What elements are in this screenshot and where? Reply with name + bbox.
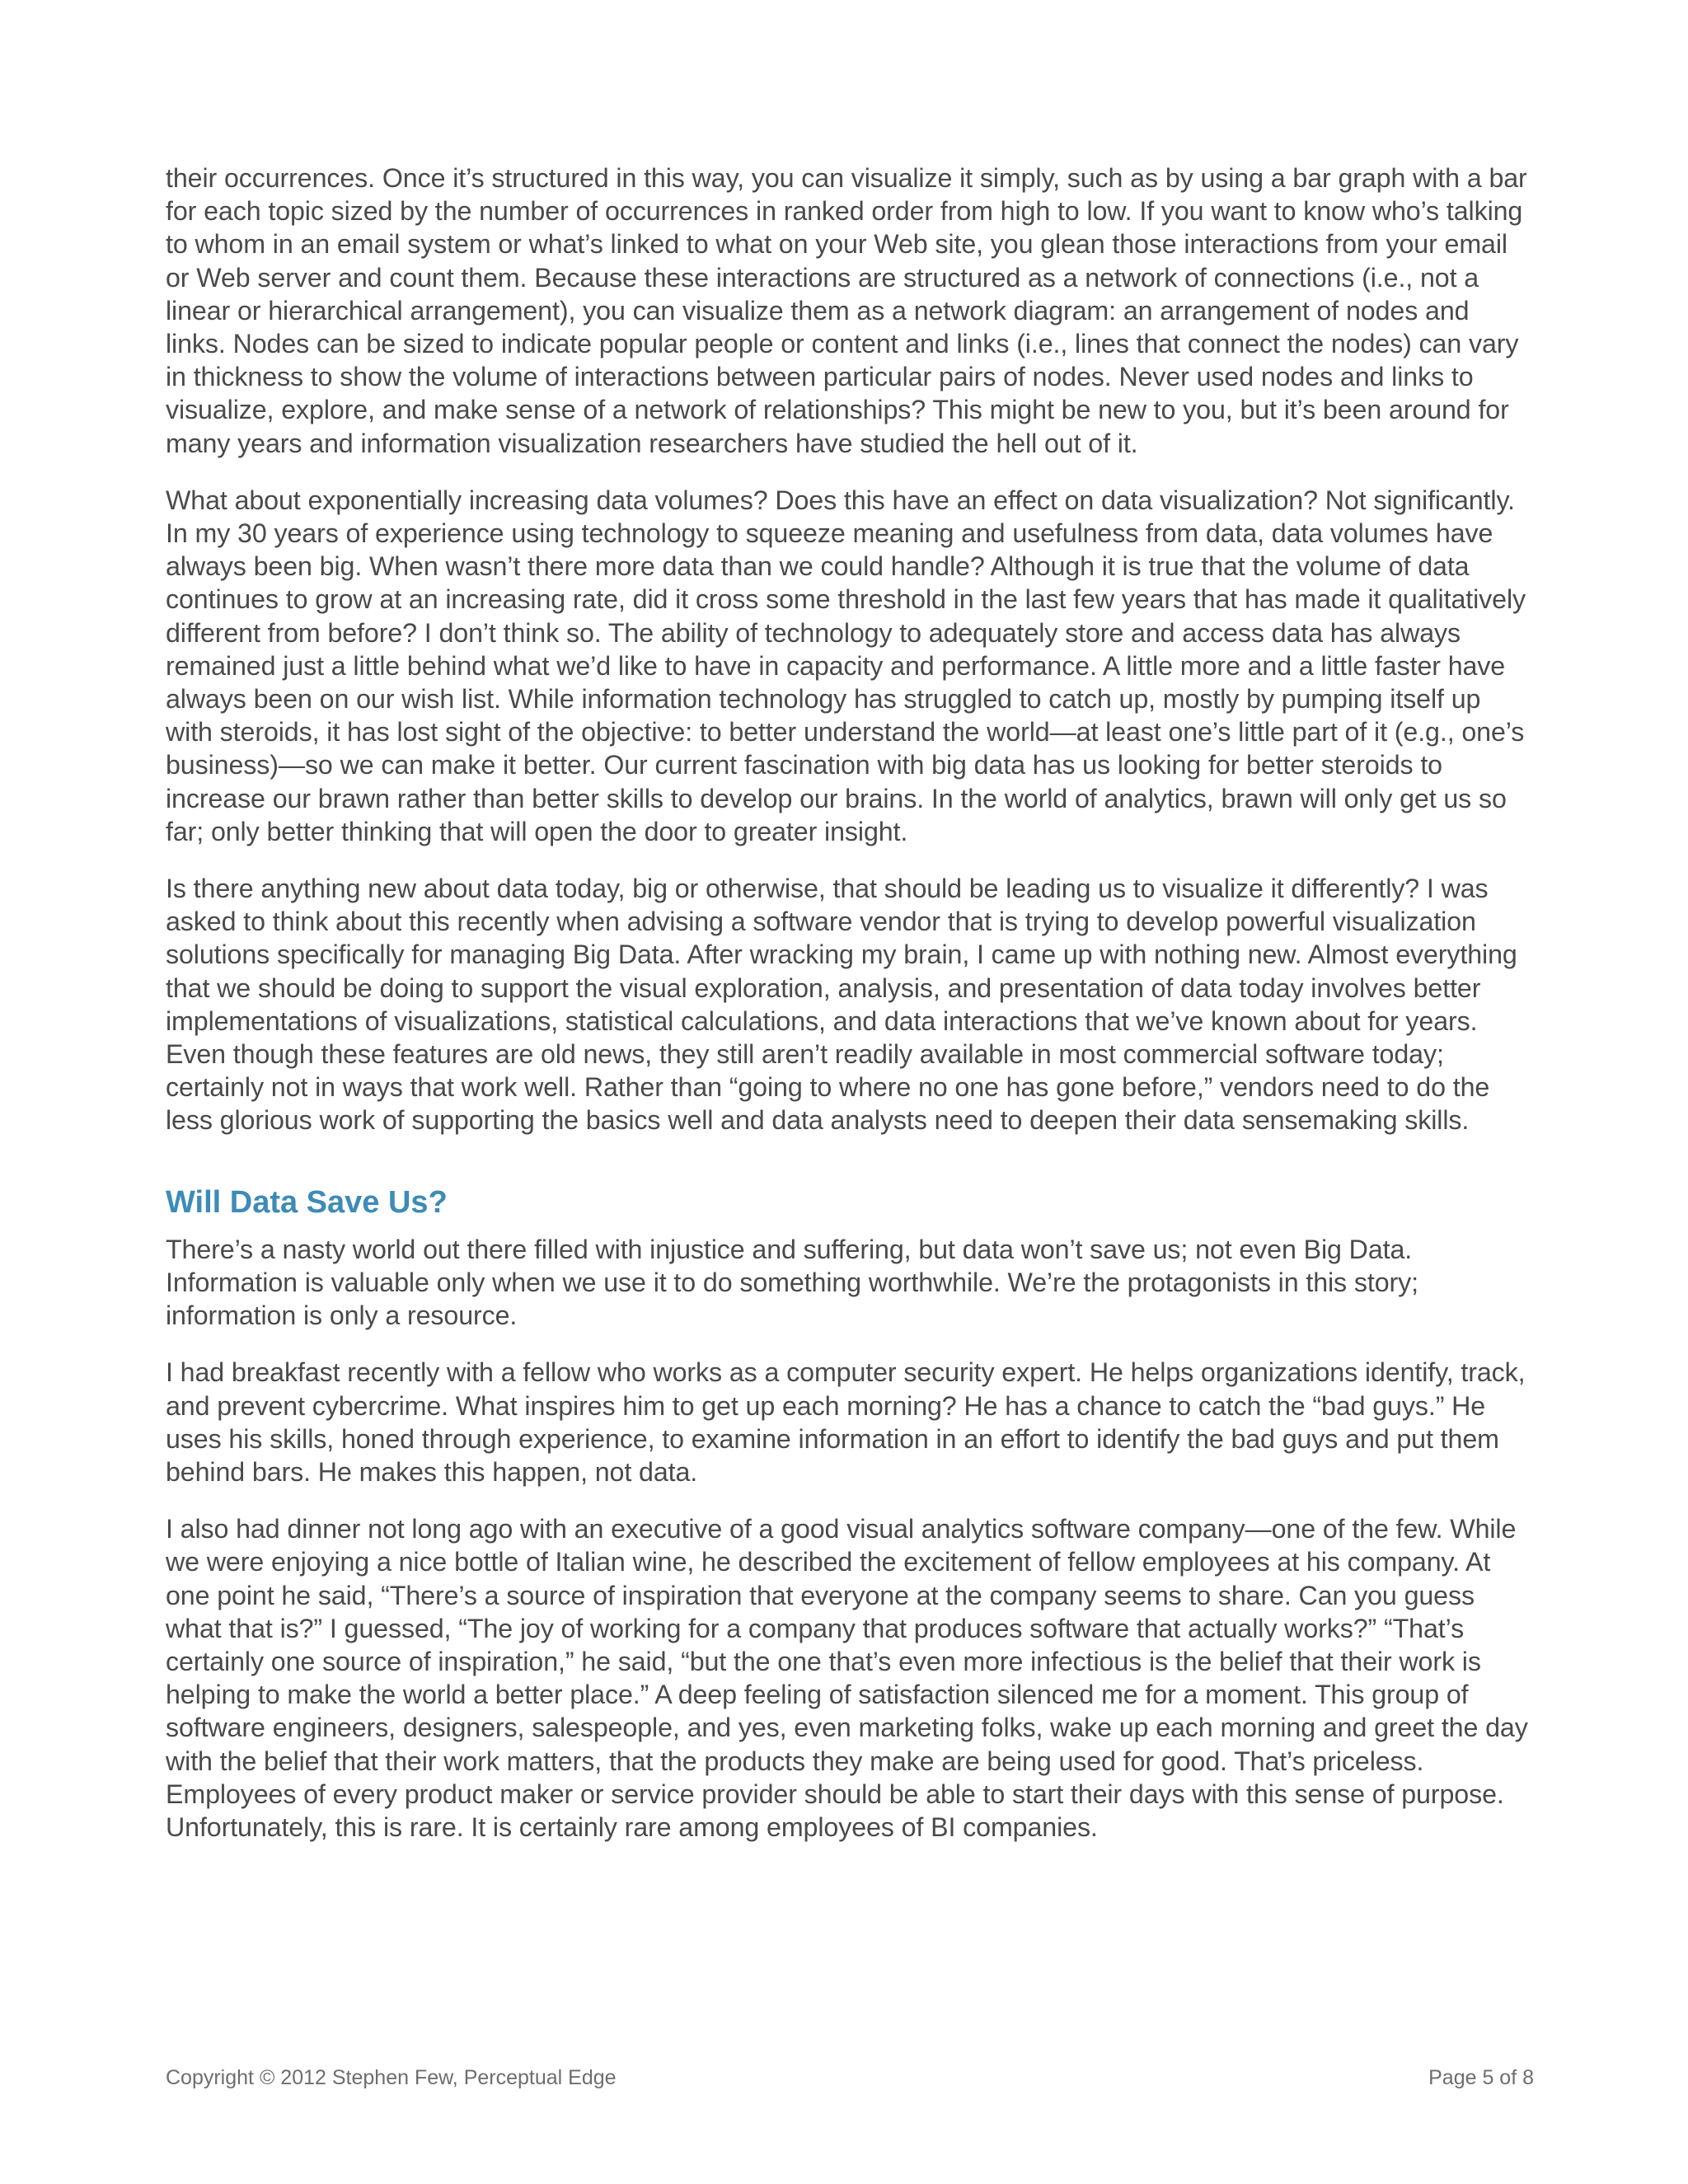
paragraph-1: their occurrences. Once it’s structured in this way, you can visualize it simply, such as by using a bar graph with a bar for each topic sized by the number of occurrences in ranked order from high to low. If you want to know who’s talking to whom in an email system or what’s linked to what on your Web site, you glean those interactions from your email or Web server and count them. Because these interactions are structured as a network of connections (i.e., not a linear or hierarchical arrangement), you can visualize them as a network diagram: an arrangement of nodes and links. Nodes can be sized to indicate popular people or content and links (i.e., lines that connect the nodes) can vary in thickness to show the volume of interactions between particular pairs of nodes. Never used nodes and links to visualize, explore, and make sense of a network of relationships? This might be new to you, but it’s been around for many years and information visualization researchers have studied the hell out of it. [166, 163, 1527, 458]
footer-copyright: Copyright © 2012 Stephen Few, Perceptual Edge [166, 2066, 617, 2089]
paragraph-3: Is there anything new about data today, big or otherwise, that should be leading us to visualize it differently? I was asked to think about this recently when advising a software vendor that is trying to develop powerful visualization solutions specifically for managing Big Data. After wracking my brain, I came up with nothing new. Almost everything that we should be doing to support the visual exploration, analysis, and presentation of data today involves better implementations of visualizations, statistical calculations, and data interactions that we’ve known about for years. Even though these features are old news, they still aren’t readily available in most commercial software today; certainly not in ways that work well. Rather than “going to where no one has gone before,” vendors need to do the less glorious work of supporting the basics well and data analysts need to deepen their data sensemaking skills. [166, 874, 1517, 1136]
document-page [166, 162, 1534, 1868]
paragraph-2: What about exponentially increasing data volumes? Does this have an effect on data visualization? Not significantly. In my 30 years of experience using technology to squeeze meaning and usefulness from data, data volumes have always been big. When wasn’t there more data than we could handle? Although it is true that the volume of data continues to grow at an increasing rate, did it cross some threshold in the last few years that has made it qualitatively different from before? I don’t think so. The ability of technology to adequately store and access data has always remained just a little behind what we’d like to have in capacity and performance. A little more and a little faster have always been on our wish list. While information technology has struggled to catch up, mostly by pumping itself up with steroids, it has lost sight of the objective: to better understand the world—at least one’s little part of it (e.g., one’s business)—so we can make it better. Our current fascination with big data has us looking for better steroids to increase our brawn rather than better skills to develop our brains. In the world of analytics, brawn will only get us so far; only better thinking that will open the door to greater insight. [166, 485, 1526, 846]
section-heading: Will Data Save Us? [166, 1184, 448, 1220]
paragraph-4: There’s a nasty world out there filled with injustice and suffering, but data won’t save us; not even Big Data. Information is valuable only when we use it to do something worthwhile. We’re the protagonists in this story; information is only a resource. [166, 1234, 1418, 1331]
page-footer [166, 2065, 1534, 2090]
footer-page-number: Page 5 of 8 [1428, 2066, 1534, 2089]
paragraph-5: I had breakfast recently with a fellow who works as a computer security expert. He helps organizations identify, track, and prevent cybercrime. What inspires him to get up each morning? He has a chance to catch the “bad guys.” He uses his skills, honed through experience, to examine information in an effort to identify the bad guys and put them behind bars. He makes this happen, not data. [166, 1357, 1526, 1487]
paragraph-6: I also had dinner not long ago with an executive of a good visual analytics software company—one of the few. While we were enjoying a nice bottle of Italian wine, he described the excitement of fellow employees at his company. At one point he said, “There’s a source of inspiration that everyone at the company seems to share. Can you guess what that is?” I guessed, “The joy of working for a company that produces software that actually works?” “That’s certainly one source of inspiration,” he said, “but the one that’s even more infectious is the belief that their work is helping to make the world a better place.” A deep feeling of satisfaction silenced me for a moment. This group of software engineers, designers, salespeople, and yes, even marketing folks, wake up each morning and greet the day with the belief that their work matters, that the products they make are being used for good. That’s priceless. Employees of every product maker or service provider should be able to start their days with this sense of purpose. Unfortunately, this is rare. It is certainly rare among employees of BI companies. [166, 1514, 1528, 1842]
